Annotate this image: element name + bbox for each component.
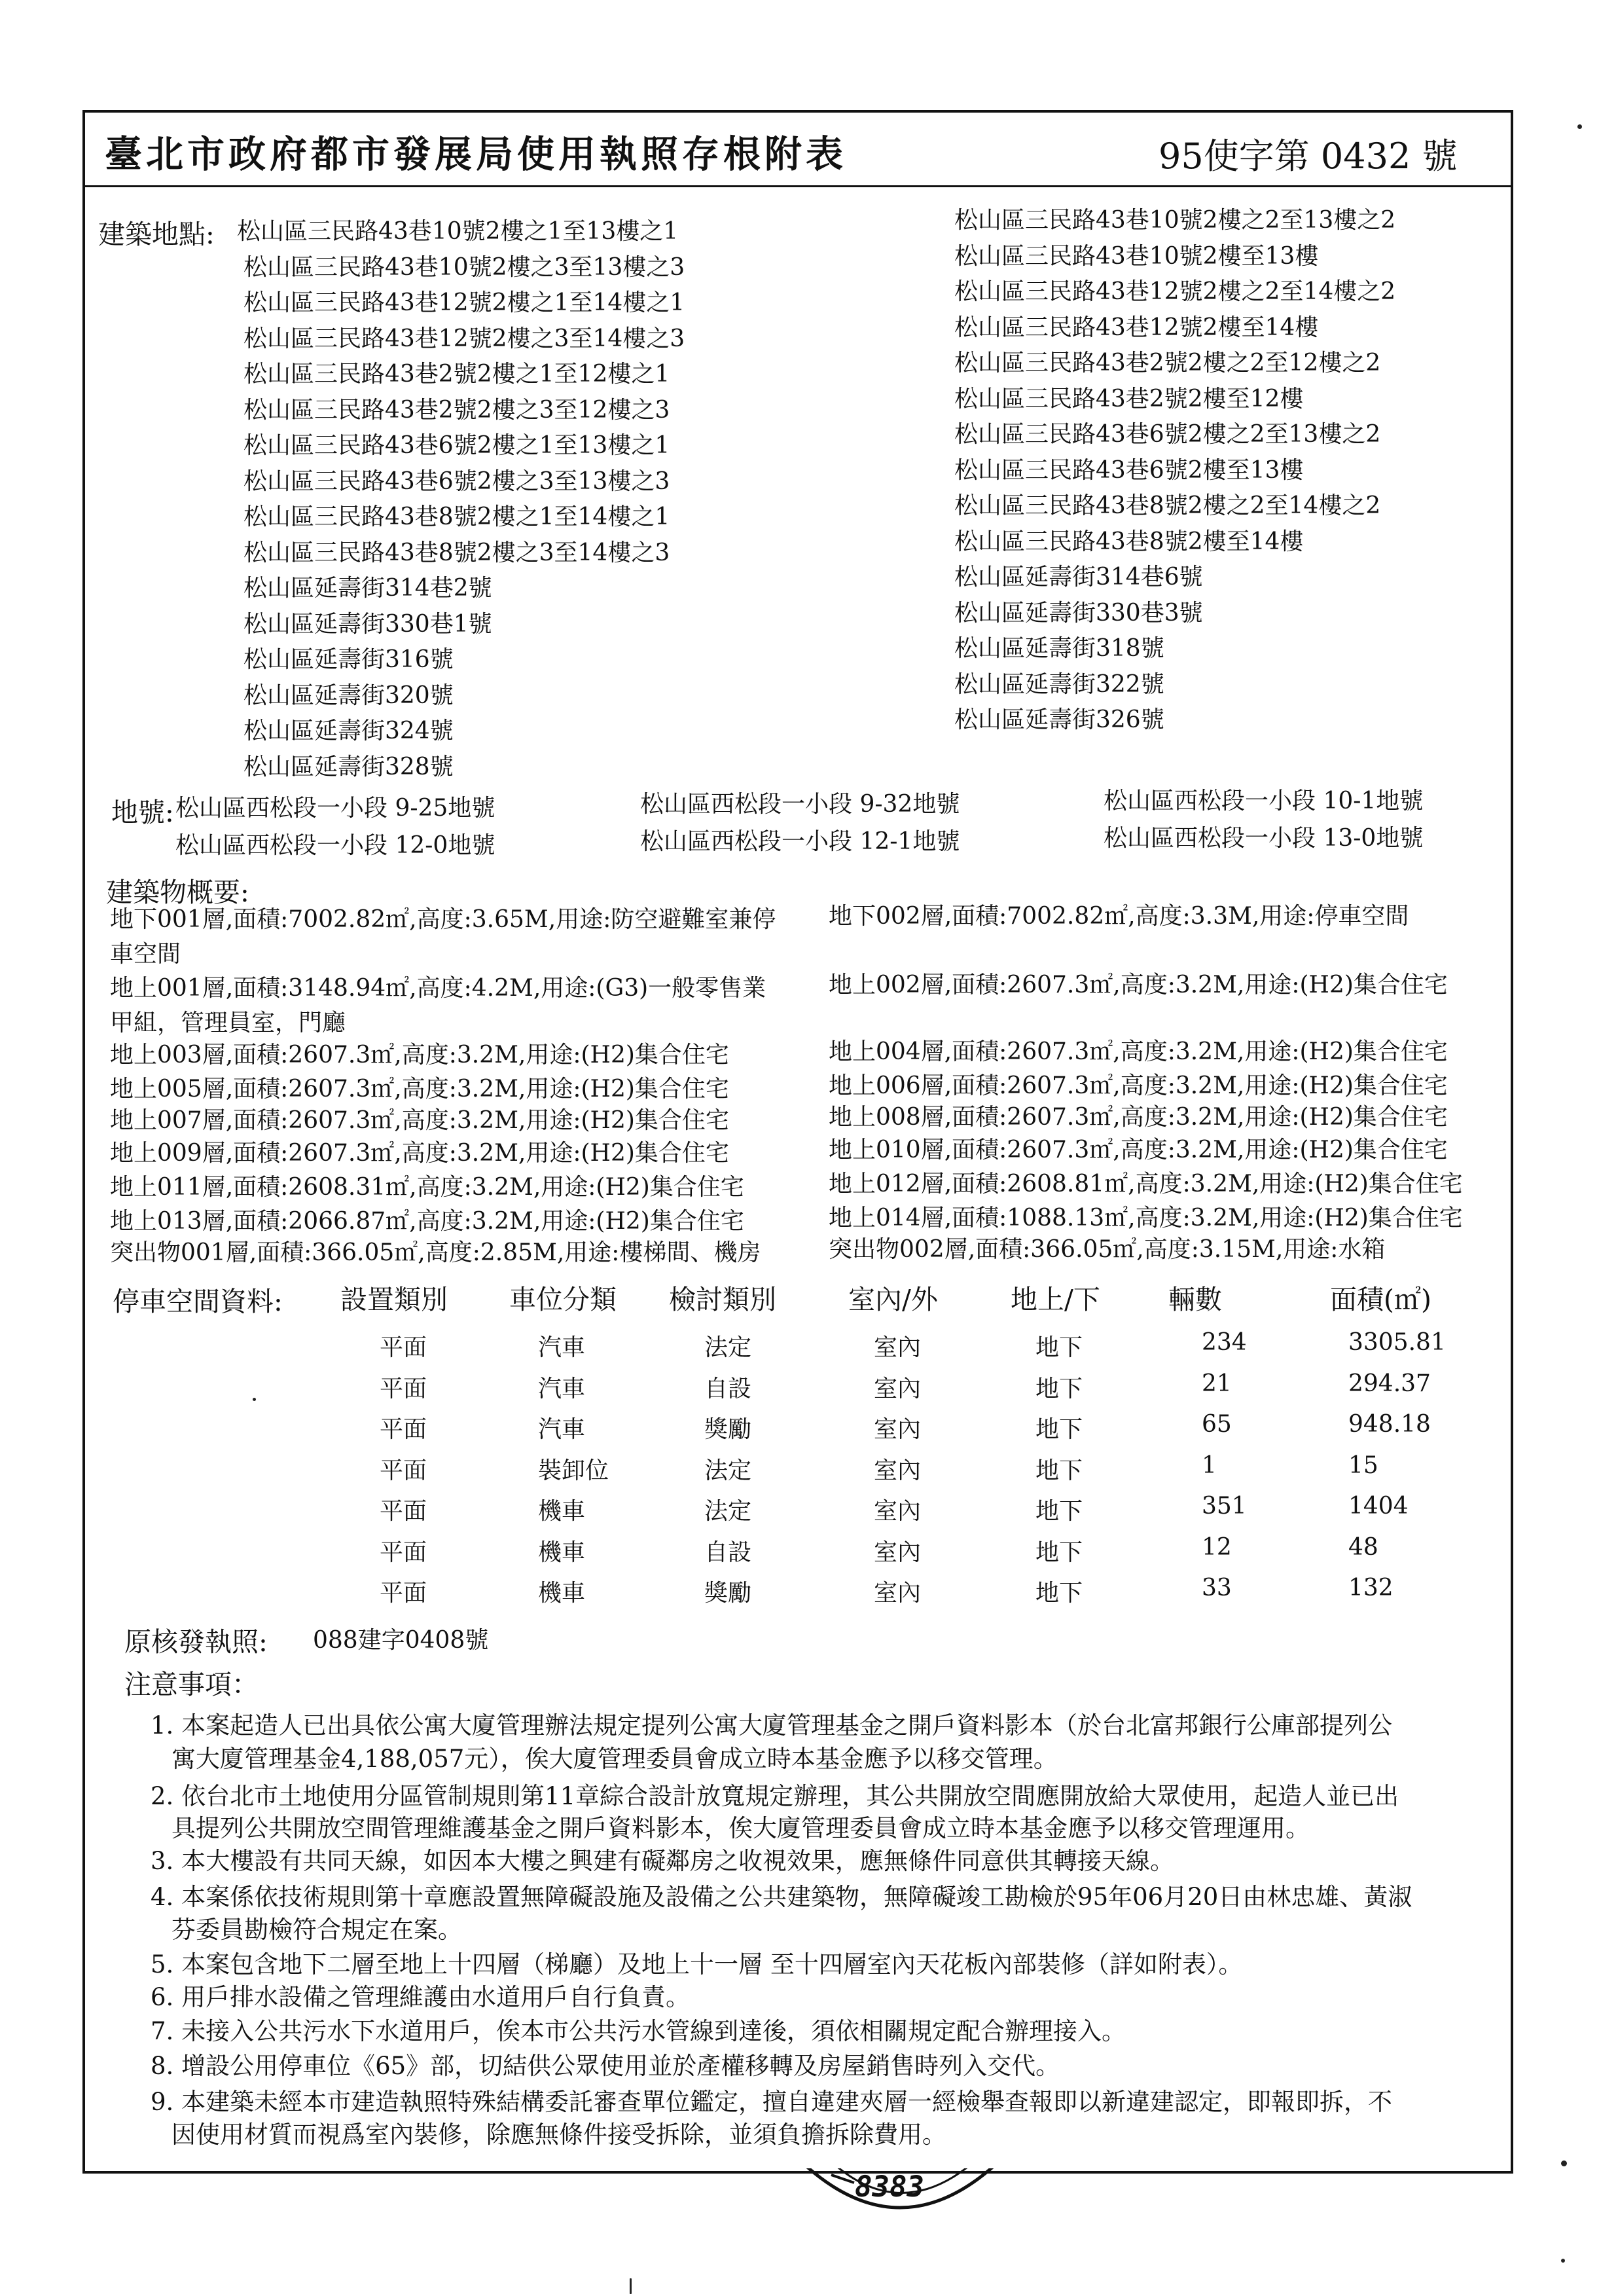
parking-cell: 33 bbox=[1202, 1575, 1232, 1601]
note-line: 8. 增設公用停車位《65》部，切結供公眾使用並於產權移轉及房屋銷售時列入交代。 bbox=[151, 2052, 1060, 2080]
scan-speck bbox=[253, 1398, 256, 1401]
lot-number-item: 松山區西松段一小段 10-1地號 bbox=[1104, 788, 1424, 814]
parking-column-header: 車位分類 bbox=[509, 1284, 617, 1315]
stamp-number: 8383 bbox=[855, 2170, 924, 2204]
lot-numbers-label: 地號: bbox=[111, 797, 174, 828]
parking-cell: 48 bbox=[1348, 1533, 1378, 1561]
permit-number: 95使字第 0432 號 bbox=[1159, 136, 1458, 177]
lot-number-item: 松山區西松段一小段 12-0地號 bbox=[175, 832, 495, 859]
parking-cell: 1404 bbox=[1348, 1493, 1409, 1520]
floor-summary: 地上014層,面積:1088.13㎡,高度:3.2M,用途:(H2)集合住宅 bbox=[829, 1205, 1463, 1231]
parking-cell: 平面 bbox=[380, 1375, 427, 1402]
note-line: 寓大廈管理基金4,188,057元），俟大廈管理委員會成立時本基金應予以移交管理。 bbox=[171, 1745, 1058, 1773]
parking-column-header: 面積(㎡) bbox=[1330, 1284, 1431, 1315]
parking-cell: 汽車 bbox=[538, 1334, 586, 1361]
parking-cell: 室內 bbox=[874, 1457, 922, 1484]
parking-cell: 132 bbox=[1348, 1575, 1393, 1601]
note-line: 5. 本案包含地下二層至地上十四層（梯廳）及地上十一層 至十四層室內天花板內部裝修（詳如附表）。 bbox=[151, 1950, 1243, 1978]
location-address: 松山區延壽街314巷2號 bbox=[243, 575, 492, 602]
location-address: 松山區三民路43巷10號2樓至13樓 bbox=[954, 242, 1319, 270]
parking-label: 停車空間資料: bbox=[113, 1286, 283, 1317]
parking-cell: 室內 bbox=[874, 1539, 922, 1566]
location-address: 松山區三民路43巷8號2樓至14樓 bbox=[954, 528, 1304, 555]
parking-cell: 機車 bbox=[538, 1498, 586, 1525]
building-location-label: 建築地點: bbox=[98, 219, 215, 250]
location-address: 松山區三民路43巷12號2樓至14樓 bbox=[954, 314, 1319, 341]
parking-cell: 室內 bbox=[874, 1498, 922, 1525]
document-title: 臺北市政府都市發展局使用執照存根附表 bbox=[105, 132, 847, 176]
parking-cell: 汽車 bbox=[538, 1416, 586, 1443]
parking-cell: 室內 bbox=[874, 1580, 922, 1607]
lot-number-item: 松山區西松段一小段 13-0地號 bbox=[1104, 825, 1424, 852]
location-address: 松山區三民路43巷12號2樓之2至14樓之2 bbox=[954, 278, 1396, 305]
floor-summary: 地上001層,面積:3148.94㎡,高度:4.2M,用途:(G3)一般零售業 bbox=[110, 975, 766, 1002]
parking-cell: 平面 bbox=[380, 1539, 427, 1566]
parking-cell: 地下 bbox=[1035, 1375, 1083, 1402]
location-address: 松山區三民路43巷6號2樓之1至13樓之1 bbox=[243, 432, 670, 459]
parking-cell: 平面 bbox=[380, 1457, 427, 1484]
location-address: 松山區三民路43巷10號2樓之1至13樓之1 bbox=[237, 218, 679, 245]
parking-cell: 平面 bbox=[380, 1334, 427, 1361]
floor-summary: 地上006層,面積:2607.3㎡,高度:3.2M,用途:(H2)集合住宅 bbox=[829, 1072, 1448, 1099]
location-address: 松山區延壽街326號 bbox=[954, 706, 1164, 733]
location-address: 松山區三民路43巷6號2樓至13樓 bbox=[954, 456, 1304, 484]
original-permit-value: 088建字0408號 bbox=[313, 1627, 489, 1654]
location-address: 松山區延壽街320號 bbox=[243, 682, 454, 709]
note-line: 芬委員勘檢符合規定在案。 bbox=[171, 1916, 462, 1944]
location-address: 松山區三民路43巷10號2樓之2至13樓之2 bbox=[954, 207, 1396, 234]
parking-cell: 獎勵 bbox=[704, 1580, 752, 1607]
parking-cell: 21 bbox=[1202, 1370, 1232, 1397]
parking-column-header: 地上/下 bbox=[1011, 1284, 1100, 1315]
location-address: 松山區三民路43巷8號2樓之2至14樓之2 bbox=[954, 492, 1381, 519]
original-permit-label: 原核發執照: bbox=[124, 1626, 268, 1658]
parking-cell: 獎勵 bbox=[704, 1416, 752, 1443]
parking-cell: 裝卸位 bbox=[538, 1457, 609, 1484]
parking-cell: 平面 bbox=[380, 1580, 427, 1607]
floor-summary: 地上005層,面積:2607.3㎡,高度:3.2M,用途:(H2)集合住宅 bbox=[110, 1076, 729, 1102]
note-line: 因使用材質而視爲室內裝修，除應無條件接受拆除，並須負擔拆除費用。 bbox=[171, 2121, 946, 2149]
floor-summary: 地上009層,面積:2607.3㎡,高度:3.2M,用途:(H2)集合住宅 bbox=[110, 1140, 729, 1167]
seal-stamp bbox=[792, 2168, 1008, 2234]
parking-cell: 機車 bbox=[538, 1539, 586, 1566]
parking-cell: 65 bbox=[1202, 1411, 1232, 1438]
note-line: 6. 用戶排水設備之管理維護由水道用戶自行負責。 bbox=[151, 1983, 691, 2011]
floor-summary: 地上010層,面積:2607.3㎡,高度:3.2M,用途:(H2)集合住宅 bbox=[829, 1137, 1448, 1163]
scan-speck bbox=[630, 2278, 632, 2294]
parking-cell: 234 bbox=[1202, 1329, 1247, 1356]
lot-number-item: 松山區西松段一小段 9-32地號 bbox=[640, 791, 960, 818]
location-address: 松山區延壽街328號 bbox=[243, 753, 454, 780]
floor-summary: 地上002層,面積:2607.3㎡,高度:3.2M,用途:(H2)集合住宅 bbox=[829, 972, 1448, 998]
building-summary-label: 建築物概要: bbox=[106, 877, 249, 908]
parking-cell: 室內 bbox=[874, 1334, 922, 1361]
parking-cell: 法定 bbox=[704, 1334, 752, 1361]
parking-column-header: 室內/外 bbox=[848, 1284, 938, 1315]
parking-cell: 自設 bbox=[704, 1539, 752, 1566]
parking-cell: 平面 bbox=[380, 1416, 427, 1443]
parking-cell: 地下 bbox=[1035, 1457, 1083, 1484]
location-address: 松山區三民路43巷2號2樓之1至12樓之1 bbox=[243, 361, 670, 388]
note-line: 4. 本案係依技術規則第十章應設置無障礙設施及設備之公共建築物，無障礙竣工勘檢於95年06月20日由林忠雄、黃淑 bbox=[151, 1883, 1412, 1911]
floor-summary: 地下002層,面積:7002.82㎡,高度:3.3M,用途:停車空間 bbox=[829, 903, 1409, 930]
floor-summary: 車空間 bbox=[110, 941, 181, 968]
note-line: 9. 本建築未經本市建造執照特殊結構委託審查單位鑑定，擅自違建夾層一經檢舉查報即以新違建認定，即報即拆，不 bbox=[151, 2088, 1393, 2116]
scan-speck bbox=[1577, 124, 1582, 129]
parking-cell: 汽車 bbox=[538, 1375, 586, 1402]
location-address: 松山區三民路43巷8號2樓之1至14樓之1 bbox=[243, 503, 670, 530]
parking-cell: 3305.81 bbox=[1348, 1329, 1446, 1356]
location-address: 松山區三民路43巷2號2樓之3至12樓之3 bbox=[243, 396, 670, 424]
location-address: 松山區延壽街322號 bbox=[954, 670, 1164, 698]
floor-summary: 甲組，管理員室，門廳 bbox=[110, 1010, 346, 1036]
note-line: 2. 依台北市土地使用分區管制規則第11章綜合設計放寬規定辦理，其公共開放空間應開放給大眾使用，起造人並已出 bbox=[151, 1782, 1399, 1810]
parking-cell: 948.18 bbox=[1348, 1411, 1431, 1438]
parking-cell: 法定 bbox=[704, 1457, 752, 1484]
notes-label: 注意事項： bbox=[124, 1669, 259, 1700]
location-address: 松山區三民路43巷6號2樓之3至13樓之3 bbox=[243, 467, 670, 495]
parking-cell: 機車 bbox=[538, 1580, 586, 1607]
floor-summary: 地上013層,面積:2066.87㎡,高度:3.2M,用途:(H2)集合住宅 bbox=[110, 1208, 744, 1235]
parking-cell: 地下 bbox=[1035, 1334, 1083, 1361]
parking-cell: 地下 bbox=[1035, 1539, 1083, 1566]
parking-cell: 294.37 bbox=[1348, 1370, 1431, 1397]
location-address: 松山區延壽街330巷1號 bbox=[243, 610, 492, 638]
location-address: 松山區延壽街330巷3號 bbox=[954, 599, 1203, 627]
note-line: 3. 本大樓設有共同天線，如因本大樓之興建有礙鄰房之收視效果，應無條件同意供其轉接天線。 bbox=[151, 1847, 1175, 1875]
parking-cell: 1 bbox=[1202, 1451, 1217, 1479]
parking-cell: 自設 bbox=[704, 1375, 752, 1402]
parking-cell: 平面 bbox=[380, 1498, 427, 1525]
scan-speck bbox=[1561, 2160, 1567, 2166]
floor-summary: 地上008層,面積:2607.3㎡,高度:3.2M,用途:(H2)集合住宅 bbox=[829, 1104, 1448, 1131]
floor-summary: 地上011層,面積:2608.31㎡,高度:3.2M,用途:(H2)集合住宅 bbox=[110, 1174, 744, 1201]
parking-cell: 室內 bbox=[874, 1416, 922, 1443]
note-line: 1. 本案起造人已出具依公寓大廈管理辦法規定提列公寓大廈管理基金之開戶資料影本（於台北富邦銀行公庫部提列公 bbox=[151, 1711, 1393, 1740]
floor-summary: 地下001層,面積:7002.82㎡,高度:3.65M,用途:防空避難室兼停 bbox=[110, 906, 776, 933]
floor-summary: 地上007層,面積:2607.3㎡,高度:3.2M,用途:(H2)集合住宅 bbox=[110, 1107, 729, 1134]
header-divider bbox=[82, 185, 1513, 187]
parking-cell: 室內 bbox=[874, 1375, 922, 1402]
lot-number-item: 松山區西松段一小段 12-1地號 bbox=[640, 828, 960, 855]
location-address: 松山區三民路43巷10號2樓之3至13樓之3 bbox=[243, 253, 685, 281]
location-address: 松山區延壽街318號 bbox=[954, 635, 1164, 662]
parking-cell: 地下 bbox=[1035, 1416, 1083, 1443]
location-address: 松山區延壽街324號 bbox=[243, 718, 454, 744]
parking-cell: 法定 bbox=[704, 1498, 752, 1525]
parking-cell: 15 bbox=[1348, 1451, 1378, 1479]
location-address: 松山區三民路43巷6號2樓之2至13樓之2 bbox=[954, 421, 1381, 448]
note-line: 7. 未接入公共污水下水道用戶，俟本市公共污水管線到達後，須依相關規定配合辦理接入。 bbox=[151, 2017, 1126, 2045]
lot-number-item: 松山區西松段一小段 9-25地號 bbox=[175, 795, 495, 822]
floor-summary: 地上003層,面積:2607.3㎡,高度:3.2M,用途:(H2)集合住宅 bbox=[110, 1042, 729, 1068]
floor-summary: 突出物001層,面積:366.05㎡,高度:2.85M,用途:樓梯間、機房 bbox=[110, 1239, 761, 1266]
floor-summary: 地上012層,面積:2608.81㎡,高度:3.2M,用途:(H2)集合住宅 bbox=[829, 1171, 1463, 1197]
parking-column-header: 設置類別 bbox=[340, 1284, 448, 1315]
parking-cell: 12 bbox=[1202, 1533, 1232, 1561]
location-address: 松山區延壽街316號 bbox=[243, 646, 454, 673]
location-address: 松山區三民路43巷2號2樓之2至12樓之2 bbox=[954, 350, 1381, 376]
location-address: 松山區延壽街314巷6號 bbox=[954, 564, 1203, 591]
floor-summary: 地上004層,面積:2607.3㎡,高度:3.2M,用途:(H2)集合住宅 bbox=[829, 1038, 1448, 1065]
parking-cell: 351 bbox=[1202, 1493, 1247, 1520]
location-address: 松山區三民路43巷12號2樓之3至14樓之3 bbox=[243, 325, 685, 352]
location-address: 松山區三民路43巷2號2樓至12樓 bbox=[954, 385, 1304, 412]
scan-speck bbox=[1561, 2259, 1565, 2263]
floor-summary: 突出物002層,面積:366.05㎡,高度:3.15M,用途:水箱 bbox=[829, 1236, 1386, 1263]
parking-cell: 地下 bbox=[1035, 1498, 1083, 1525]
location-address: 松山區三民路43巷8號2樓之3至14樓之3 bbox=[243, 539, 670, 566]
parking-column-header: 輛數 bbox=[1168, 1284, 1222, 1315]
parking-column-header: 檢討類別 bbox=[669, 1284, 776, 1315]
note-line: 具提列公共開放空間管理維護基金之開戶資料影本，俟大廈管理委員會成立時本基金應予以移交管理運用。 bbox=[171, 1814, 1310, 1842]
parking-cell: 地下 bbox=[1035, 1580, 1083, 1607]
location-address: 松山區三民路43巷12號2樓之1至14樓之1 bbox=[243, 289, 685, 316]
